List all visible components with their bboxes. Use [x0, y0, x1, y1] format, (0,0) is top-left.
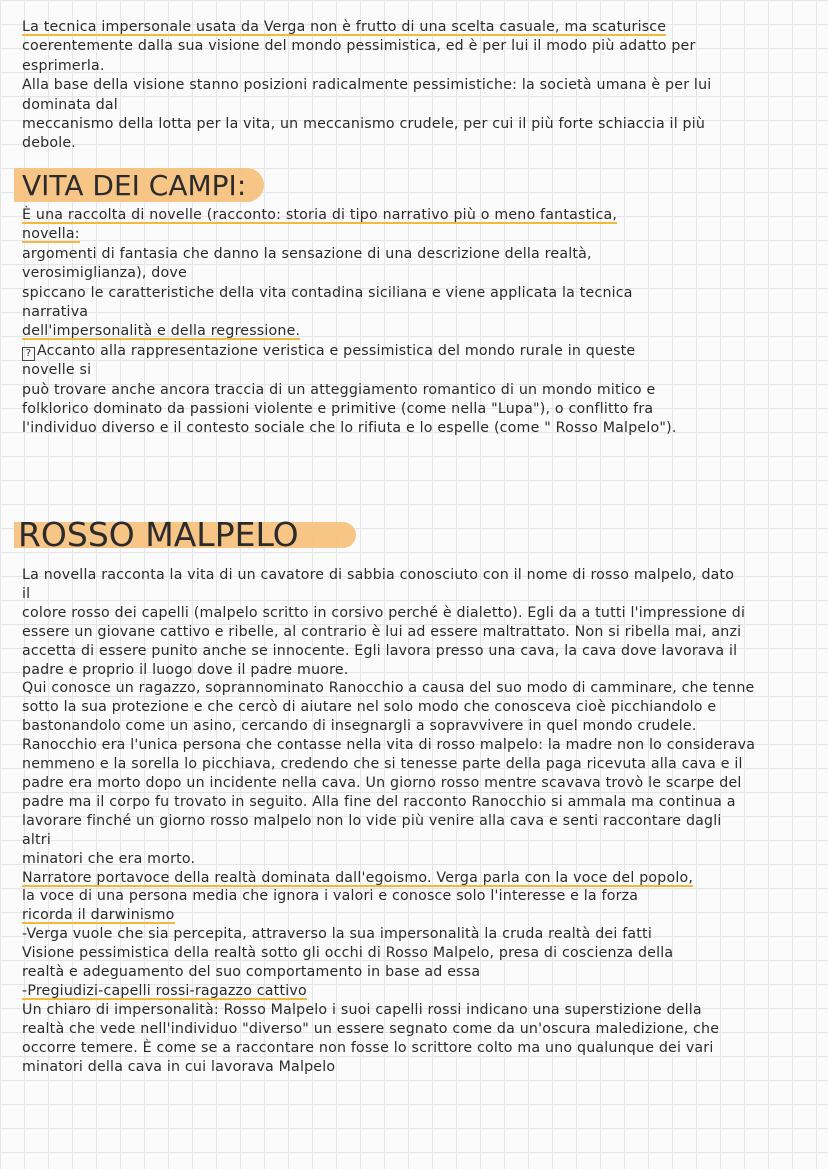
body-line: Ranocchio era l'unica persona che contasse nella vita di rosso malpelo: la madre non lo considerava: [22, 737, 756, 754]
body-line: novelle si: [22, 362, 92, 379]
intro-line: coerentemente dalla sua visione del mondo pessimistica, ed è per lui il modo più adatto per: [22, 38, 696, 55]
intro-line: [22, 18, 822, 37]
body-line: [22, 342, 822, 361]
body-line: colore rosso dei capelli (malpelo scritto in corsivo perché è dialetto). Egli da a tutti l'impressione di: [22, 604, 746, 621]
body-line: narrativa: [22, 304, 89, 321]
section-title: VITA DEI CAMPI:: [22, 169, 247, 202]
body-line: Visione pessimistica della realtà sotto gli occhi di Rosso Malpelo, presa di coscienza della: [22, 945, 674, 962]
body-text: Accanto alla rappresentazione veristica e pessimistica del mondo rurale in queste: [37, 342, 636, 359]
body-line: l'individuo diverso e il contesto sociale che lo rifiuta e lo espelle (come " Rosso Malpelo").: [22, 420, 677, 437]
intro-line: meccanismo della lotta per la vita, un meccanismo crudele, per cui il più forte schiaccia il più: [22, 116, 706, 133]
body-line: folklorico dominato da passioni violente e primitive (come nella "Lupa"), o conflitto fra: [22, 401, 654, 418]
section-heading-vita-dei-campi: [14, 164, 246, 208]
body-line: [22, 225, 822, 244]
vita-dei-campi-body: [22, 206, 822, 439]
body-line: padre era morto dopo un incidente nella cava. Un giorno rosso mentre scavava trovò le scarpe del: [22, 774, 742, 791]
intro-paragraph: [22, 18, 822, 154]
body-line: altri: [22, 831, 51, 848]
body-line: spiccano le caratteristiche della vita contadina siciliana e viene applicata la tecnica: [22, 284, 633, 301]
rosso-malpelo-body: [22, 566, 822, 1076]
body-line: la voce di una persona media che ignora i valori e conosce solo l'interesse e la forza: [22, 888, 639, 905]
body-line: verosimiglianza), dove: [22, 265, 187, 282]
body-line: occorre temere. È come se a raccontare non fosse lo scrittore colto ma uno qualunque dei vari: [22, 1039, 714, 1056]
highlight: ricorda il darwinismo: [22, 907, 175, 924]
body-line: sotto la sua protezione e che cercò di aiutare nel solo modo che conosceva cioè picchiandolo e: [22, 699, 717, 716]
body-line: accetta di essere punito anche se innocente. Egli lavora presso una cava, la cava dove lavorava il: [22, 642, 738, 659]
body-line: nemmeno e la sorella lo picchiava, credendo che si tenesse parte della paga ricevuta alla cava e il: [22, 756, 743, 773]
body-line: realtà e adeguamento del suo comportamento in base ad essa: [22, 964, 481, 981]
section-title: ROSSO MALPELO: [18, 515, 299, 554]
body-line: il: [22, 585, 31, 602]
body-line: padre ma il corpo fu trovato in seguito. Alla fine del racconto Ranocchio si ammala ma continua a: [22, 793, 736, 810]
body-line: realtà che vede nell'individuo "diverso" un essere segnato come da un'oscura maledizione, che: [22, 1020, 720, 1037]
highlight: La tecnica impersonale usata da Verga non è frutto di una scelta casuale, ma scaturisce: [22, 19, 667, 35]
body-line: Un chiaro di impersonalità: Rosso Malpelo i suoi capelli rossi indicano una superstizione della: [22, 1001, 702, 1018]
body-line: minatori della cava in cui lavorava Malpelo: [22, 1058, 336, 1075]
body-line: padre e proprio il luogo dove il padre muore.: [22, 661, 349, 678]
body-line: può trovare anche ancora traccia di un atteggiamento romantico di un mondo mitico e: [22, 381, 656, 398]
highlight: dell'impersonalità e della regressione.: [22, 323, 301, 340]
intro-line: debole.: [22, 135, 77, 152]
intro-line: Alla base della visione stanno posizioni radicalmente pessimistiche: la società umana è per lui: [22, 77, 712, 94]
body-line: [22, 322, 822, 341]
body-line: essere un giovane cattivo e ribelle, al contrario è lui ad essere maltrattato. Non si ribella mai, anzi: [22, 623, 742, 640]
circled-text: -Verga vuole che sia percepita, attraverso la sua impersonalità la cruda realtà dei fatti: [22, 926, 652, 943]
question-box-icon: ?: [22, 347, 35, 361]
intro-line: esprimerla.: [22, 57, 105, 74]
body-line: Qui conosce un ragazzo, soprannominato Ranocchio a causa del suo modo di camminare, che tenne: [22, 680, 755, 697]
body-line: [22, 869, 822, 888]
section-heading-rosso-malpelo: [14, 510, 299, 560]
highlight: Narratore portavoce della realtà dominata dall'egoismo. Verga parla con la voce del popolo,: [22, 869, 694, 886]
body-line: lavorare finché un giorno rosso malpelo non lo vide più venire alla cava e senti raccontare dagli: [22, 812, 722, 829]
body-line: minatori che era morto.: [22, 850, 196, 867]
highlight: -Pregiudizi-capelli rossi-ragazzo cattivo: [22, 982, 307, 999]
body-line: bastonandolo come un asino, cercando di insegnargli a sopravvivere in quel mondo crudele.: [22, 718, 697, 735]
body-line: La novella racconta la vita di un cavatore di sabbia conosciuto con il nome di rosso malpelo, dato: [22, 567, 735, 583]
body-line: [22, 206, 822, 225]
body-line: argomenti di fantasia che danno la sensazione di una descrizione della realtà,: [22, 245, 592, 262]
highlight: È una raccolta di novelle (racconto: storia di tipo narrativo più o meno fantastica,: [22, 207, 618, 223]
highlight: novella:: [22, 226, 80, 243]
body-line: [22, 925, 822, 944]
intro-line: dominata dal: [22, 96, 118, 113]
body-line: [22, 982, 822, 1001]
body-line: [22, 906, 822, 925]
